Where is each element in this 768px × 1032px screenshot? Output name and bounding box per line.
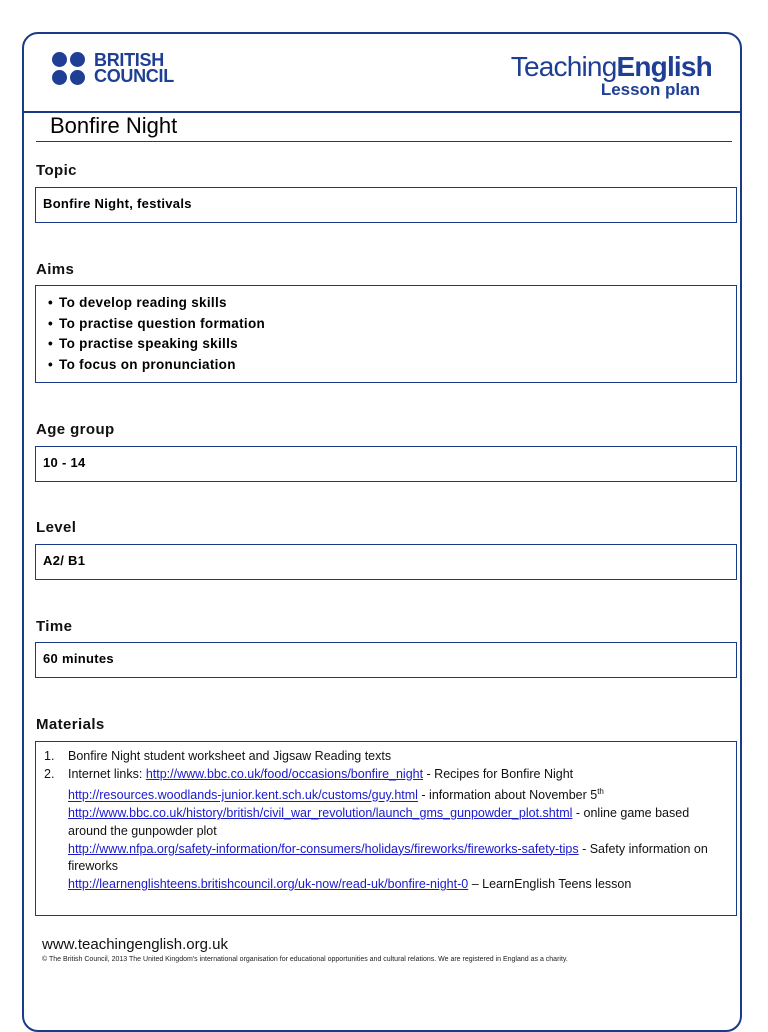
age-group-value: 10 - 14 <box>43 455 86 470</box>
header <box>22 32 742 112</box>
materials-list: 1. Bonfire Night student worksheet and Jigsaw Reading texts 2. Internet links: http://www.bbc.co.uk/food/occasions/bonfire_night - Recipes for Bonfire Night http://resources.woodlands-junior.kent.sch.uk/customs/guy.html - information about November 5th http://www.bbc.co.uk/history/british/civil_war_revolution/launch_gms_gunpowder_plot.shtml - online game based around the gunpowder plot http://www.nfpa.org/safety-information/for-consumers/holidays/fireworks/fireworks-safety-tips - Safety information on fireworks http://learnenglishteens.britishcouncil.org/uk-now/read-uk/bonfire-night-0 – LearnEnglish Teens lesson <box>68 748 730 894</box>
teaching-english-brand <box>511 52 712 98</box>
footer-website: www.teachingenglish.org.uk <box>42 936 228 953</box>
list-item: 1. Bonfire Night student worksheet and Jigsaw Reading texts <box>44 749 392 763</box>
logo-dots-icon <box>52 52 86 86</box>
woodlands-guy-link[interactable]: http://resources.woodlands-junior.kent.sch.uk/customs/guy.html <box>68 788 418 803</box>
topic-value: Bonfire Night, festivals <box>43 196 192 211</box>
aims-box <box>35 285 737 383</box>
time-value: 60 minutes <box>43 651 114 666</box>
bbc-gunpowder-game-link[interactable]: http://www.bbc.co.uk/history/british/civil_war_revolution/launch_gms_gunpowder_plot.shtml <box>68 806 573 821</box>
aims-label: Aims <box>36 261 75 278</box>
age-group-box <box>35 446 737 482</box>
list-item: 2. Internet links: http://www.bbc.co.uk/food/occasions/bonfire_night - Recipes for Bonfire Night <box>44 766 574 781</box>
footer-copyright: © The British Council, 2013 The United Kingdom's international organisation for educational opportunities and cultural relations. We are registered in England as a charity. <box>42 956 568 963</box>
level-box <box>35 544 737 580</box>
materials-label: Materials <box>36 716 105 733</box>
title-divider <box>36 141 732 142</box>
lesson-plan-subtitle: Lesson plan <box>600 80 700 99</box>
list-item: • To focus on pronunciation <box>48 355 265 376</box>
materials-box <box>35 741 737 916</box>
level-label: Level <box>36 519 77 536</box>
list-item: • To develop reading skills <box>48 293 265 314</box>
time-box <box>35 642 737 678</box>
aims-list <box>48 293 265 375</box>
logo-text: BRITISH COUNCIL <box>94 50 174 86</box>
list-item: • To practise speaking skills <box>48 334 265 355</box>
topic-label: Topic <box>36 162 77 179</box>
bbc-recipes-link[interactable]: http://www.bbc.co.uk/food/occasions/bonfire_night <box>145 766 424 781</box>
page-title: Bonfire Night <box>50 113 178 138</box>
topic-box <box>35 187 737 223</box>
age-group-label: Age group <box>36 421 115 438</box>
nfpa-fireworks-link[interactable]: http://www.nfpa.org/safety-information/for-consumers/holidays/fireworks/fireworks-safety-tips <box>68 841 579 856</box>
learnenglish-teens-link[interactable]: http://learnenglishteens.britishcouncil.org/uk-now/read-uk/bonfire-night-0 <box>68 877 469 892</box>
list-item: • To practise question formation <box>48 314 265 335</box>
time-label: Time <box>36 618 73 635</box>
level-value: A2/ B1 <box>43 553 86 568</box>
teaching-english-title: TeachingEnglish <box>510 51 712 82</box>
